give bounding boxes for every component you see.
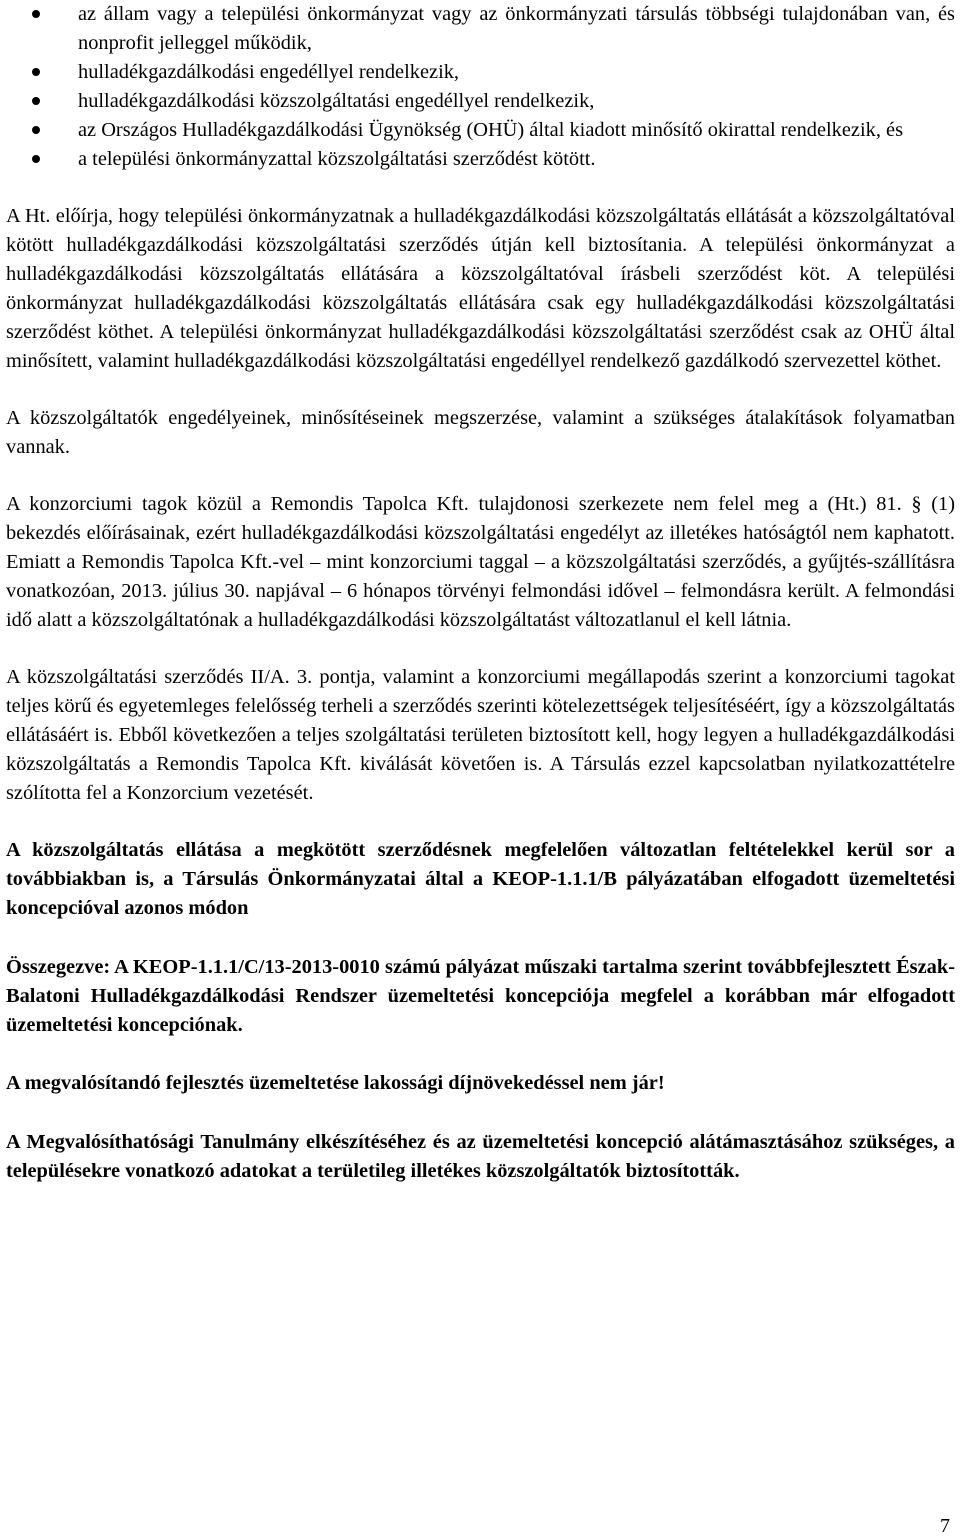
bullet-icon (32, 97, 40, 105)
document-page (6, 0, 955, 1186)
bullet-icon (32, 155, 40, 163)
list-item (6, 116, 955, 145)
paragraph-ht-requirements: A Ht. előírja, hogy települési önkormányzatnak a hulladékgazdálkodási közszolgáltatás ellátását a közszolgáltatóval kötött hulladékgazdálkodási közszolgáltatási szerződés útján kell biztosítania. A települési önkormányzat a hulladékgazdálkodási közszolgáltatás ellátására a közszolgáltatóval írásbeli szerződést köt. A települési önkormányzat hulladékgazdálkodási közszolgáltatás ellátására csak egy hulladékgazdálkodási közszolgáltatási szerződést köthet. A települési önkormányzat hulladékgazdálkodási közszolgáltatási szerződést csak az OHÜ által minősített, valamint hulladékgazdálkodási közszolgáltatási engedéllyel rendelkező gazdálkodó szervezettel köthet. (6, 205, 955, 372)
list-item-text: hulladékgazdálkodási engedéllyel rendelkezik, (78, 61, 460, 83)
paragraph-contract-liability: A közszolgáltatási szerződés II/A. 3. pontja, valamint a konzorciumi megállapodás szerint a konzorciumi tagokat teljes körű és egyetemleges felelősség terheli a szerződés szerinti kötelezettségek teljesítéséért, így a közszolgáltatás ellátásáért is. Ebből következően a teljes szolgáltatási területen biztosított kell, hogy legyen a hulladékgazdálkodási közszolgáltatás a Remondis Tapolca Kft. kiválását követően is. A Társulás ezzel kapcsolatban nyilatkozattételre szólította fel a Konzorcium vezetését. (6, 666, 955, 804)
list-item (6, 145, 955, 174)
paragraph-licensing-progress: A közszolgáltatók engedélyeinek, minősítéseinek megszerzése, valamint a szükséges átalakítások folyamatban vannak. (6, 407, 955, 458)
bullet-icon (32, 10, 40, 18)
paragraph-remondis: A konzorciumi tagok közül a Remondis Tapolca Kft. tulajdonosi szerkezete nem felel meg a (Ht.) 81. § (1) bekezdés előírásainak, ezért hulladékgazdálkodási közszolgáltatási engedélyt az illetékes hatóságtól nem kaphatott. Emiatt a Remondis Tapolca Kft.-vel – mint konzorciumi taggal – a közszolgáltatási szerződés, a gyűjtés-szállításra vonatkozóan, 2013. július 30. napjával – 6 hónapos törvényi felmondási idővel – felmondásra került. A felmondási idő alatt a közszolgáltatónak a hulladékgazdálkodási közszolgáltatást változatlanul el kell látnia. (6, 493, 955, 631)
list-item (6, 58, 955, 87)
bullet-icon (32, 126, 40, 134)
list-item-text: az Országos Hulladékgazdálkodási Ügynökség (OHÜ) által kiadott minősítő okirattal rendelkezik, és (78, 119, 904, 141)
requirements-list (6, 0, 955, 174)
paragraph-service-continuity: A közszolgáltatás ellátása a megkötött szerződésnek megfelelően változatlan feltételekkel kerül sor a továbbiakban is, a Társulás Önkormányzatai által a KEOP-1.1.1/B pályázatában elfogadott üzemeltetési koncepcióval azonos módon (6, 839, 955, 919)
list-item-text: a települési önkormányzattal közszolgáltatási szerződést kötött. (78, 148, 596, 170)
page-number: 7 (940, 1515, 950, 1537)
bullet-icon (32, 68, 40, 76)
paragraph-data-sources: A Megvalósíthatósági Tanulmány elkészítéséhez és az üzemeltetési koncepció alátámasztásához szükséges, a településekre vonatkozó adatokat a területileg illetékes közszolgáltatók biztosították. (6, 1131, 955, 1182)
paragraph-summary: Összegezve: A KEOP-1.1.1/C/13-2013-0010 számú pályázat műszaki tartalma szerint továbbfejlesztett Észak-Balatoni Hulladékgazdálkodási Rendszer üzemeltetési koncepciója megfelel a korábban már elfogadott üzemeltetési koncepciónak. (6, 956, 955, 1036)
list-item (6, 87, 955, 116)
list-item-text: hulladékgazdálkodási közszolgáltatási engedéllyel rendelkezik, (78, 90, 595, 112)
list-item (6, 0, 955, 58)
list-item-text: az állam vagy a települési önkormányzat vagy az önkormányzati társulás többségi tulajdonában van, és nonprofit jelleggel működik, (78, 3, 955, 54)
paragraph-no-fee-increase: A megvalósítandó fejlesztés üzemeltetése lakossági díjnövekedéssel nem jár! (6, 1072, 665, 1094)
